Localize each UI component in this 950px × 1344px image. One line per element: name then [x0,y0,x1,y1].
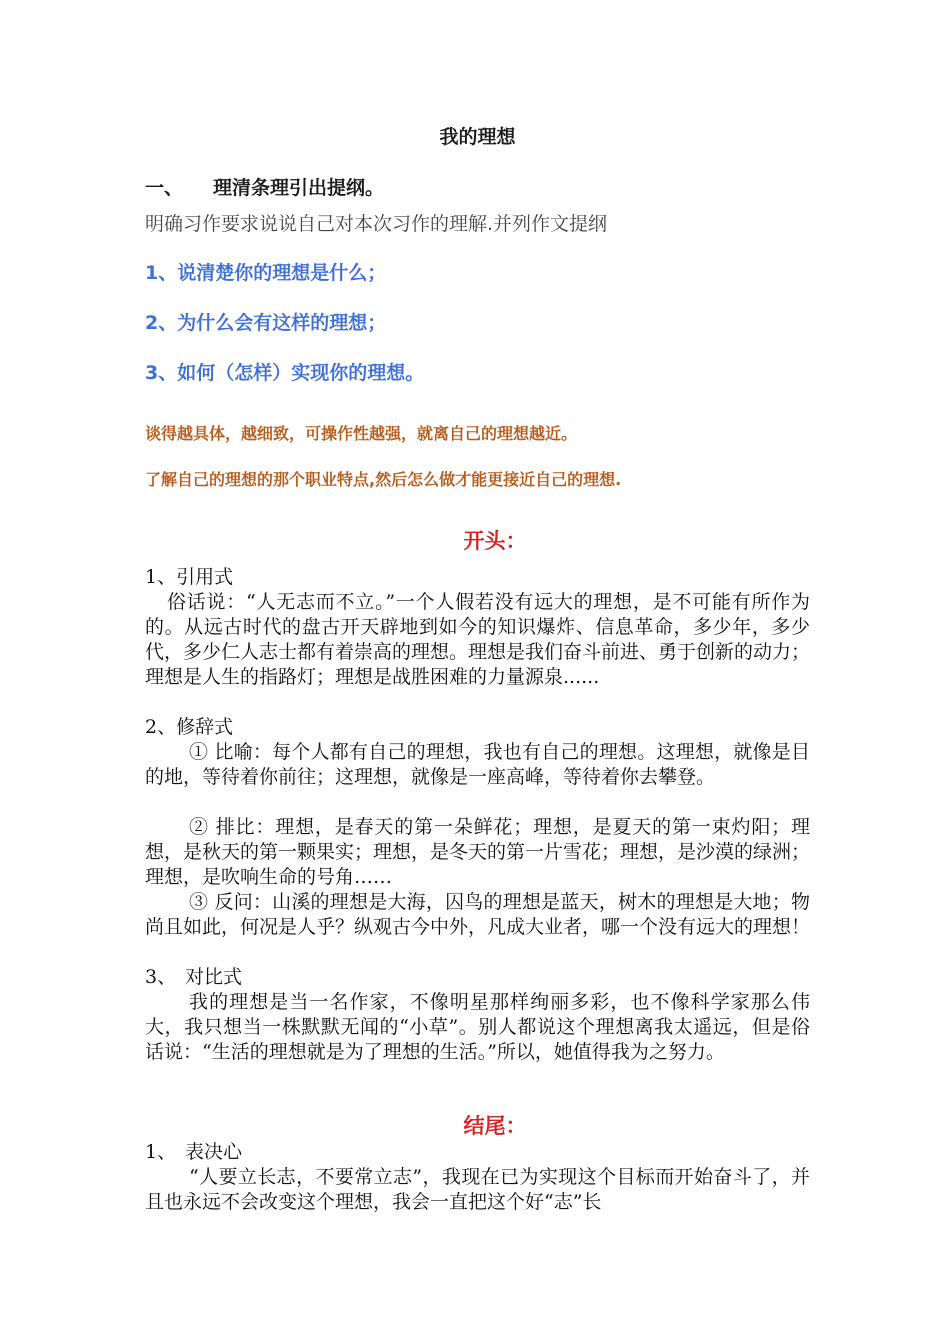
section-heading-text: 理清条理引出提纲。 [213,177,385,199]
outline-item-3: 3、如何（怎样）实现你的理想。 [145,362,425,384]
note-2: 了解自己的理想的那个职业特点,然后怎么做才能更接近自己的理想. [145,470,622,489]
opening-method-1-text: 俗话说：“人无志而不立。”一个人假若没有远大的理想，是不可能有所作为的。从远古时代的盘古开天辟地到如今的知识爆炸、信息革命，多少年，多少代，多少仁人志士都有着崇高的理想。理想是我们奋斗前进、勇于创新的动力；理想是人生的指路灯；理想是战胜困难的力量源泉...... [145,591,810,688]
document-title: 我的理想 [439,126,516,148]
ending-method-1-number: 1、 [145,1141,177,1163]
opening-method-2-sub-3: ③ 反问：山溪的理想是大海，囚鸟的理想是蓝天，树木的理想是大地；物尚且如此，何况是人乎？纵观古今中外，凡成大业者，哪一个没有远大的理想！ [145,891,810,938]
section-heading [145,175,384,201]
outline-item-2: 2、为什么会有这样的理想； [145,312,387,334]
opening-method-1-label: 1、引用式 [145,566,234,588]
opening-method-3-name: 对比式 [185,966,243,988]
section-intro: 明确习作要求说说自己对本次习作的理解.并列作文提纲 [145,213,608,235]
opening-method-2-sub-2: ② 排比：理想，是春天的第一朵鲜花；理想，是夏天的第一束灼阳；理想，是秋天的第一颗果实；理想，是冬天的第一片雪花；理想，是沙漠的绿洲；理想，是吹响生命的号角…… [145,816,810,888]
ending-method-1-label [145,1140,242,1165]
section-number: 一、 [145,177,184,199]
document-page [145,0,810,1344]
note-1: 谈得越具体，越细致，可操作性越强，就离自己的理想越近。 [145,424,578,443]
opening-method-2-label: 2、修辞式 [145,716,234,738]
opening-heading: 开头： [463,529,527,553]
opening-method-3-text: 我的理想是当一名作家，不像明星那样绚丽多彩，也不像科学家那么伟大，我只想当一株默默无闻的“小草”。别人都说这个理想离我太遥远，但是俗话说：“生活的理想就是为了理想的生活。”所以，她值得我为之努力。 [145,991,810,1063]
ending-method-1-name: 表决心 [185,1141,243,1163]
outline-item-1: 1、说清楚你的理想是什么； [145,262,387,284]
opening-method-2-sub-1: ① 比喻：每个人都有自己的理想，我也有自己的理想。这理想，就像是目的地，等待着你前往；这理想，就像是一座高峰，等待着你去攀登。 [145,741,810,788]
opening-method-3-number: 3、 [145,966,177,988]
ending-heading: 结尾： [463,1114,527,1138]
opening-method-3-label [145,965,242,990]
ending-method-1-text: “人要立长志，不要常立志”，我现在已为实现这个目标而开始奋斗了，并且也永远不会改变这个理想，我会一直把这个好“志”长 [145,1166,810,1213]
